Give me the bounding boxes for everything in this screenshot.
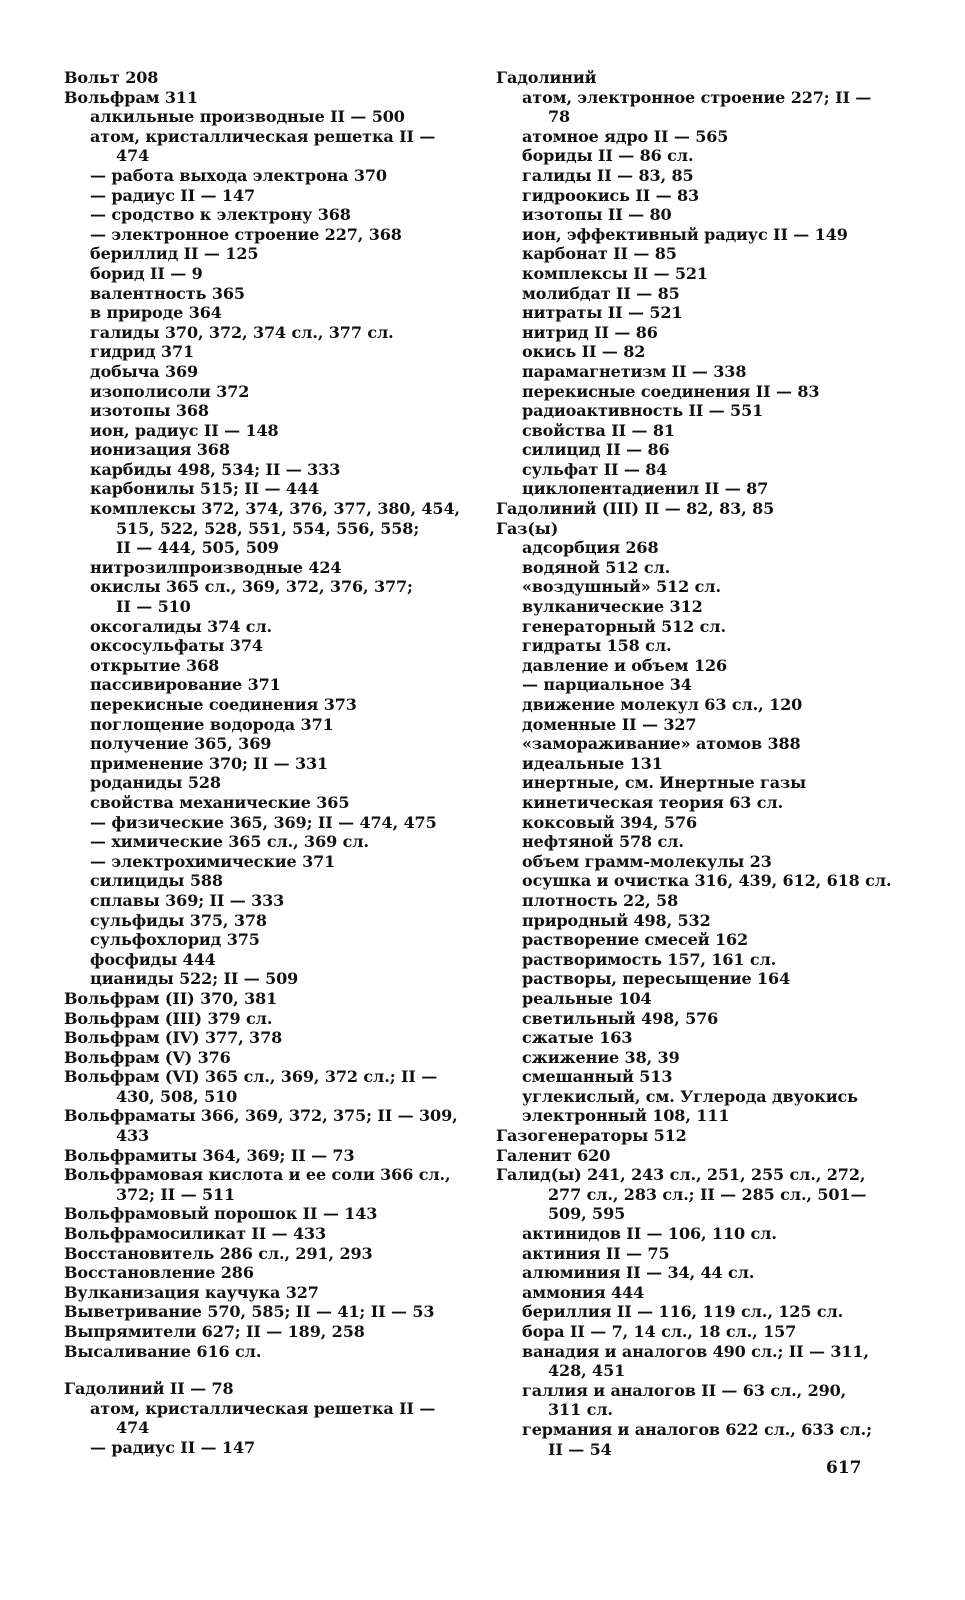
index-subentry: добыча 369 (90, 361, 199, 381)
index-column-right (496, 68, 936, 1459)
index-entry: Газогенераторы 512 (496, 1126, 687, 1146)
index-subentry: перекисные соединения 373 (90, 695, 357, 714)
index-subentry: получение 365, 369 (90, 734, 272, 754)
index-subentry: 372; II — 511 (116, 1184, 236, 1204)
index-subentry: нитраты II — 521 (522, 303, 683, 323)
index-subentry: водяной 512 сл. (522, 557, 671, 577)
index-subentry: сульфохлорид 375 (90, 930, 260, 950)
index-subentry: давление и объем 126 (522, 655, 728, 675)
index-subentry: цианиды 522; II — 509 (90, 969, 299, 989)
index-gap (64, 1361, 464, 1379)
index-subentry: изотопы II — 80 (522, 205, 672, 225)
index-entry: Гадолиний (496, 68, 597, 87)
index-subentry: — сродство к электрону 368 (90, 205, 351, 225)
index-entry: Вольфрам 311 (64, 87, 198, 107)
index-entry: Галенит 620 (496, 1145, 611, 1165)
index-subentry: II — 444, 505, 509 (116, 538, 279, 558)
index-subentry: карбиды 498, 534; II — 333 (90, 459, 341, 479)
index-subentry: «замораживание» атомов 388 (522, 734, 801, 754)
index-subentry: 78 (548, 107, 571, 127)
index-subentry: 311 сл. (548, 1400, 613, 1420)
index-subentry: карбонилы 515; II — 444 (90, 479, 320, 499)
index-subentry: алкильные производные II — 500 (90, 107, 405, 127)
index-subentry: генераторный 512 сл. (522, 616, 726, 636)
index-subentry: 433 (116, 1126, 150, 1146)
index-subentry: роданиды 528 (90, 773, 221, 793)
index-entry: Восстановление 286 (64, 1263, 254, 1283)
index-subentry: ион, радиус II — 148 (90, 420, 279, 440)
index-subentry: ванадия и аналогов 490 сл.; II — 311, (522, 1341, 869, 1361)
index-subentry: бора II — 7, 14 сл., 18 сл., 157 (522, 1322, 797, 1341)
index-subentry: — работа выхода электрона 370 (90, 165, 387, 185)
index-subentry: II — 54 (548, 1439, 612, 1459)
index-entry: Галид(ы) 241, 243 сл., 251, 255 сл., 272, (496, 1165, 866, 1185)
index-entry: Вольфрам (VI) 365 сл., 369, 372 сл.; II — (64, 1067, 438, 1087)
index-subentry: парамагнетизм II — 338 (522, 361, 747, 381)
index-subentry: природный 498, 532 (522, 910, 711, 930)
index-subentry: алюминия II — 34, 44 сл. (522, 1263, 755, 1283)
index-subentry: сжатые 163 (522, 1028, 633, 1048)
index-entry: Гадолиний (III) II — 82, 83, 85 (496, 499, 775, 519)
index-subentry: коксовый 394, 576 (522, 812, 698, 832)
index-subentry: растворы, пересыщение 164 (522, 969, 791, 989)
index-entry: Вольфрамосиликат II — 433 (64, 1224, 327, 1244)
index-subentry: 474 (116, 1418, 150, 1438)
index-subentry: объем грамм-молекулы 23 (522, 851, 772, 871)
index-subentry: галиды II — 83, 85 (522, 165, 694, 185)
index-entry: Вольфрам (IV) 377, 378 (64, 1028, 283, 1048)
index-subentry: свойства II — 81 (522, 420, 675, 440)
index-subentry: вулканические 312 (522, 597, 703, 617)
index-subentry: силициды 588 (90, 871, 223, 891)
index-subentry: галиды 370, 372, 374 сл., 377 сл. (90, 322, 394, 342)
index-subentry: — электронное строение 227, 368 (90, 224, 402, 244)
index-subentry: ион, эффективный радиус II — 149 (522, 224, 848, 244)
index-subentry: нитрозилпроизводные 424 (90, 557, 342, 577)
index-subentry: растворимость 157, 161 сл. (522, 949, 777, 969)
index-subentry: атом, кристаллическая решетка II — (90, 126, 436, 146)
index-subentry: перекисные соединения II — 83 (522, 381, 820, 401)
index-entry: Выветривание 570, 585; II — 41; II — 53 (64, 1302, 435, 1322)
index-subentry: идеальные 131 (522, 753, 663, 773)
index-entry: Вольфрамиты 364, 369; II — 73 (64, 1145, 355, 1165)
index-subentry: доменные II — 327 (522, 714, 697, 734)
index-subentry: в природе 364 (90, 303, 222, 323)
index-subentry: адсорбция 268 (522, 538, 659, 558)
index-subentry: смешанный 513 (522, 1067, 673, 1087)
index-entry: Гадолиний II — 78 (64, 1379, 234, 1399)
index-entry: Вольфрамовый порошок II — 143 (64, 1204, 378, 1224)
index-subentry: 509, 595 (548, 1204, 626, 1224)
index-subentry: нитрид II — 86 (522, 322, 658, 342)
index-subentry: — радиус II — 147 (90, 1437, 256, 1457)
index-entry: Выпрямители 627; II — 189, 258 (64, 1322, 365, 1341)
index-entry: Вольфраматы 366, 369, 372, 375; II — 309, (64, 1106, 458, 1126)
index-subentry: комплексы 372, 374, 376, 377, 380, 454, (90, 499, 460, 519)
index-subentry: окись II — 82 (522, 342, 646, 362)
index-subentry: фосфиды 444 (90, 949, 216, 969)
index-subentry: растворение смесей 162 (522, 930, 749, 950)
index-subentry: инертные, см. Инертные газы (522, 773, 807, 793)
index-subentry: — электрохимические 371 (90, 851, 336, 871)
index-subentry: сульфат II — 84 (522, 459, 668, 479)
index-subentry: 277 сл., 283 сл.; II — 285 сл., 501— (548, 1184, 867, 1204)
index-subentry: германия и аналогов 622 сл., 633 сл.; (522, 1419, 872, 1439)
index-subentry: углекислый, см. Углерода двуокись (522, 1086, 858, 1106)
index-subentry: «воздушный» 512 сл. (522, 577, 721, 597)
index-subentry: бериллид II — 125 (90, 244, 259, 264)
index-entry: Восстановитель 286 сл., 291, 293 (64, 1243, 373, 1263)
index-subentry: сжижение 38, 39 (522, 1047, 680, 1067)
index-entry: Вольт 208 (64, 68, 159, 87)
index-subentry: светильный 498, 576 (522, 1008, 719, 1028)
index-subentry: циклопентадиенил II — 87 (522, 479, 769, 499)
index-subentry: 430, 508, 510 (116, 1086, 238, 1106)
index-subentry: радиоактивность II — 551 (522, 401, 764, 421)
index-subentry: валентность 365 (90, 283, 245, 303)
index-entry: Вольфрам (V) 376 (64, 1047, 231, 1067)
index-column-left (64, 68, 464, 1458)
index-subentry: сульфиды 375, 378 (90, 910, 267, 930)
index-subentry: бериллия II — 116, 119 сл., 125 сл. (522, 1302, 844, 1322)
index-entry: Высаливание 616 сл. (64, 1341, 262, 1361)
index-entry: Вулканизация каучука 327 (64, 1282, 319, 1302)
index-subentry: гидроокись II — 83 (522, 185, 700, 205)
index-entry: Вольфрам (III) 379 сл. (64, 1008, 273, 1028)
index-subentry: открытие 368 (90, 655, 220, 675)
index-subentry: гидраты 158 сл. (522, 636, 672, 656)
index-subentry: ионизация 368 (90, 440, 230, 460)
index-subentry: сплавы 369; II — 333 (90, 890, 285, 910)
index-subentry: атом, кристаллическая решетка II — (90, 1398, 436, 1418)
index-subentry: оксосульфаты 374 (90, 636, 263, 656)
index-subentry: — физические 365, 369; II — 474, 475 (90, 812, 437, 832)
index-subentry: галлия и аналогов II — 63 сл., 290, (522, 1380, 847, 1400)
index-subentry: актинидов II — 106, 110 сл. (522, 1224, 777, 1244)
index-entry: Вольфрам (II) 370, 381 (64, 988, 278, 1008)
index-subentry: изополисоли 372 (90, 381, 250, 401)
index-subentry: гидрид 371 (90, 342, 195, 362)
index-subentry: молибдат II — 85 (522, 283, 680, 303)
index-subentry: — радиус II — 147 (90, 185, 256, 205)
index-subentry: карбонат II — 85 (522, 244, 677, 264)
index-subentry: поглощение водорода 371 (90, 714, 334, 734)
index-subentry: II — 510 (116, 597, 191, 617)
index-subentry: реальные 104 (522, 988, 652, 1008)
index-subentry: — химические 365 сл., 369 сл. (90, 832, 369, 852)
index-subentry: движение молекул 63 сл., 120 (522, 695, 803, 714)
index-subentry: актиния II — 75 (522, 1243, 670, 1263)
index-subentry: силицид II — 86 (522, 440, 670, 460)
page-number: 617 (826, 1458, 862, 1478)
index-subentry: осушка и очистка 316, 439, 612, 618 сл. (522, 871, 892, 891)
index-subentry: оксогалиды 374 сл. (90, 616, 272, 636)
index-entry: Вольфрамовая кислота и ее соли 366 сл., (64, 1165, 451, 1185)
index-subentry: бориды II — 86 сл. (522, 146, 694, 166)
index-subentry: 474 (116, 146, 150, 166)
index-subentry: борид II — 9 (90, 263, 203, 283)
index-subentry: изотопы 368 (90, 401, 209, 421)
index-subentry: атом, электронное строение 227; II — (522, 87, 872, 107)
index-subentry: применение 370; II — 331 (90, 753, 329, 773)
index-subentry: пассивирование 371 (90, 675, 281, 695)
index-subentry: атомное ядро II — 565 (522, 126, 729, 146)
index-subentry: 515, 522, 528, 551, 554, 556, 558; (116, 518, 420, 538)
index-subentry: аммония 444 (522, 1282, 645, 1302)
index-subentry: 428, 451 (548, 1361, 626, 1381)
index-subentry: комплексы II — 521 (522, 263, 708, 283)
index-subentry: свойства механические 365 (90, 792, 350, 812)
index-entry: Газ(ы) (496, 518, 559, 538)
index-subentry: электронный 108, 111 (522, 1106, 730, 1126)
index-subentry: окислы 365 сл., 369, 372, 376, 377; (90, 577, 413, 597)
index-subentry: плотность 22, 58 (522, 890, 679, 910)
index-subentry: кинетическая теория 63 сл. (522, 792, 784, 812)
index-subentry: — парциальное 34 (522, 675, 692, 695)
index-subentry: нефтяной 578 сл. (522, 832, 684, 852)
